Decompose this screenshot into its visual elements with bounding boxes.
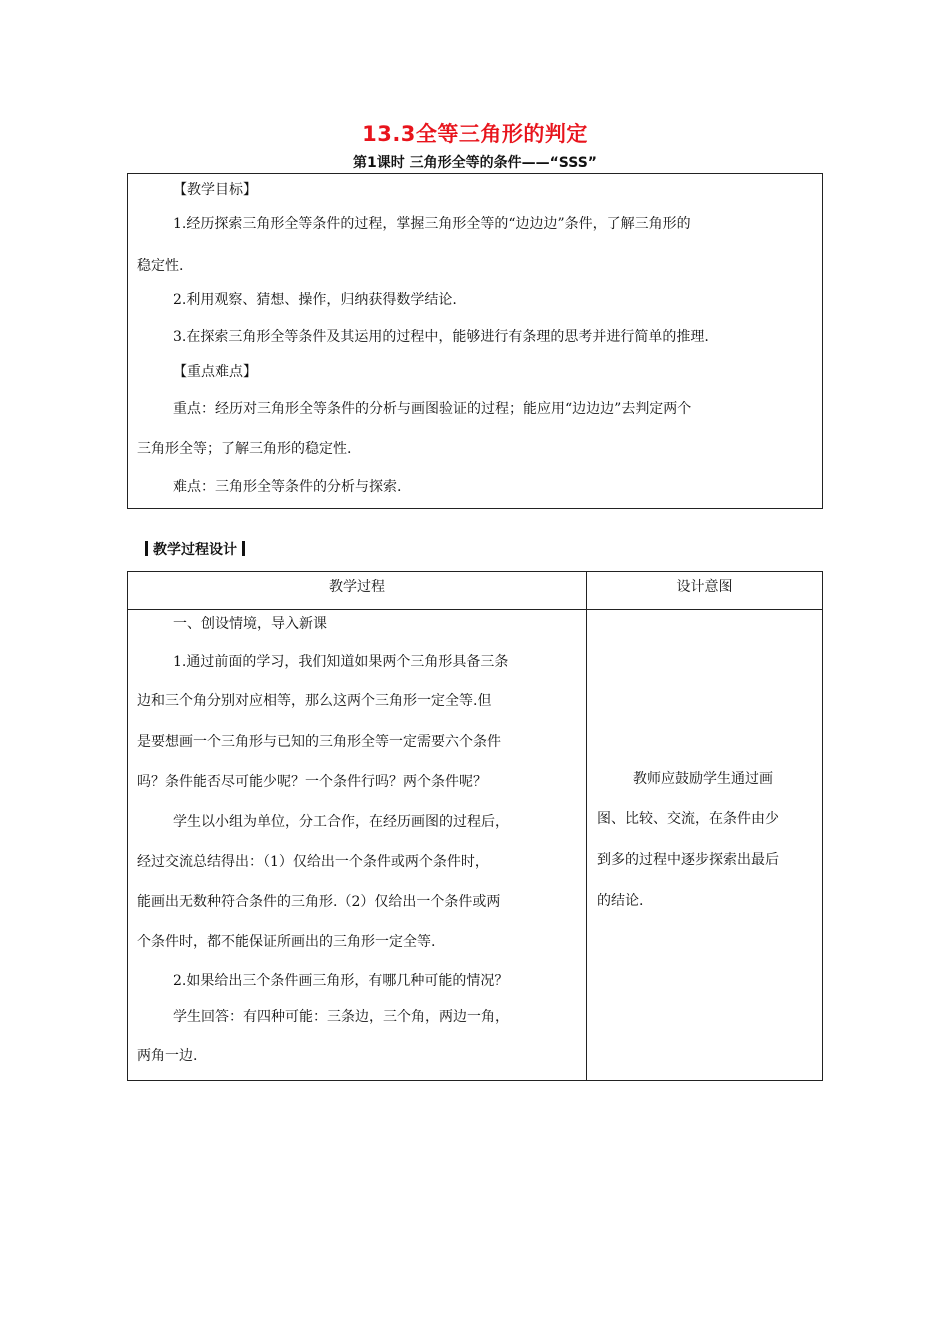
process-line: 两角一边. bbox=[137, 1048, 198, 1064]
intent-line: 到多的过程中逐步探索出最后 bbox=[597, 852, 779, 868]
process-line: 是要想画一个三角形与已知的三角形全等一定需要六个条件 bbox=[137, 734, 501, 750]
process-line: 经过交流总结得出：（1）仅给出一个条件或两个条件时， bbox=[137, 854, 489, 870]
intent-line: 教师应鼓励学生通过画 bbox=[633, 771, 773, 787]
goal-3: 3.在探索三角形全等条件及其运用的过程中，能够进行有条理的思考并进行简单的推理. bbox=[173, 329, 709, 345]
process-table bbox=[127, 571, 823, 1081]
intent-line: 的结论. bbox=[597, 893, 644, 909]
lesson-subtitle: 第1课时 三角形全等的条件——“SSS” bbox=[352, 155, 597, 171]
process-line: 1.通过前面的学习，我们知道如果两个三角形具备三条 bbox=[173, 654, 509, 670]
goal-2: 2.利用观察、猜想、操作，归纳获得数学结论. bbox=[173, 292, 457, 308]
goal-1-line-1: 1.经历探索三角形全等条件的过程，掌握三角形全等的“边边边”条件，了解三角形的 bbox=[173, 216, 691, 232]
intent-line: 图、比较、交流，在条件由少 bbox=[597, 811, 779, 827]
process-line: 吗？条件能否尽可能少呢？一个条件行吗？两个条件呢？ bbox=[137, 774, 487, 790]
difficulty-point: 难点：三角形全等条件的分析与探索. bbox=[173, 479, 402, 495]
header-divider bbox=[128, 609, 822, 610]
key-point-line-2: 三角形全等；了解三角形的稳定性. bbox=[137, 441, 352, 457]
process-line: 边和三个角分别对应相等，那么这两个三角形一定全等.但 bbox=[137, 693, 492, 709]
bar-right-decoration bbox=[242, 541, 245, 556]
process-line: 学生回答：有四种可能：三条边，三个角，两边一角， bbox=[173, 1009, 509, 1025]
section-heading-text: 教学过程设计 bbox=[153, 542, 237, 558]
bar-left-decoration bbox=[145, 541, 148, 556]
goal-1-line-2: 稳定性. bbox=[137, 258, 184, 274]
document-title: 13.3全等三角形的判定 bbox=[362, 122, 588, 146]
process-line: 学生以小组为单位，分工合作，在经历画图的过程后， bbox=[173, 814, 509, 830]
key-points-heading: 【重点难点】 bbox=[173, 364, 257, 380]
section-heading bbox=[140, 539, 250, 559]
column-header-process: 教学过程 bbox=[329, 579, 385, 595]
process-line: 2.如果给出三个条件画三角形，有哪几种可能的情况？ bbox=[173, 973, 509, 989]
process-line: 个条件时，都不能保证所画出的三角形一定全等. bbox=[137, 934, 436, 950]
process-line: 一、创设情境，导入新课 bbox=[173, 616, 327, 632]
key-point-line-1: 重点：经历对三角形全等条件的分析与画图验证的过程；能应用“边边边”去判定两个 bbox=[173, 401, 692, 417]
process-line: 能画出无数种符合条件的三角形.（2）仅给出一个条件或两 bbox=[137, 894, 501, 910]
goals-heading: 【教学目标】 bbox=[173, 182, 257, 198]
column-header-intent: 设计意图 bbox=[676, 579, 733, 595]
objectives-box bbox=[127, 173, 823, 509]
